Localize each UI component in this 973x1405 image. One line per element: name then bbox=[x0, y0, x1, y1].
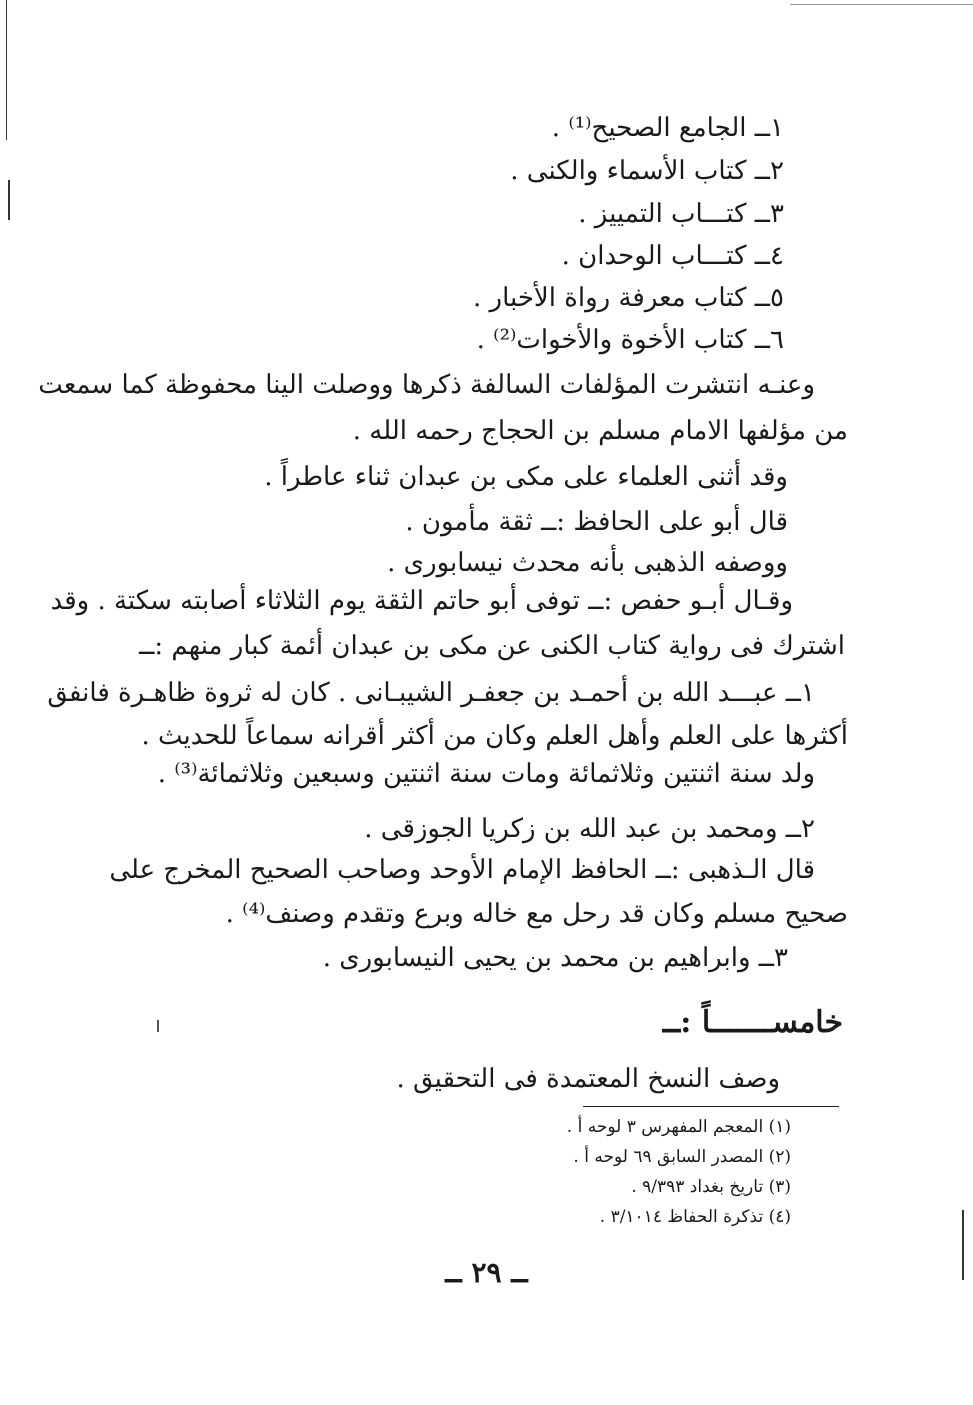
scan-dot bbox=[157, 1020, 159, 1032]
footnote: (١) المعجم المفهرس ٣ لوحه أ . bbox=[566, 1117, 791, 1137]
page-number: ــ ٢٩ ــ bbox=[445, 1256, 528, 1289]
narrator-entry: قال الـذهبى :ــ الحافظ الإمام الأوحد وصاحب الصحيح المخرج على bbox=[109, 855, 815, 885]
narrator-entry: أكثرها على العلم وأهل العلم وكان من أكثر أقرانه سماعاً للحديث . bbox=[141, 721, 848, 751]
list-item: ٥ــ كتاب معرفة رواة الأخبار . bbox=[472, 283, 784, 313]
narrator-entry: صحيح مسلم وكان قد رحل مع خاله وبرع وتقدم وصنف⁽⁴⁾ . bbox=[225, 899, 848, 929]
paragraph-line: قال أبو على الحافظ :ــ ثقة مأمون . bbox=[405, 507, 788, 537]
list-item: ٤ــ كتـــاب الوحدان . bbox=[561, 241, 784, 271]
narrator-entry: ٢ــ ومحمد بن عبد الله بن زكريا الجوزقى . bbox=[364, 814, 815, 844]
paragraph-line: ووصفه الذهبى بأنه محدث نيسابورى . bbox=[387, 548, 788, 578]
section-heading: خامســـــــاً :ــ bbox=[662, 1005, 843, 1040]
paragraph-line: وقد أثنى العلماء على مكى بن عبدان ثناء عاطراً . bbox=[264, 462, 788, 492]
scan-edge-left bbox=[6, 0, 7, 140]
narrator-entry: ٣ــ وابراهيم بن محمد بن يحيى النيسابورى . bbox=[322, 943, 788, 973]
list-item: ٢ــ كتاب الأسماء والكنى . bbox=[510, 156, 784, 186]
paragraph-line: وعنـه انتشرت المؤلفات السالفة ذكرها ووصلت الينا محفوظة كما سمعت bbox=[38, 370, 815, 400]
list-item: ٦ــ كتاب الأخوة والأخوات⁽²⁾ . bbox=[476, 325, 784, 355]
footnote: (٢) المصدر السابق ٦٩ لوحه أ . bbox=[573, 1147, 791, 1167]
paragraph-line: اشترك فى رواية كتاب الكنى عن مكى بن عبدان أئمة كبار منهم :ــ bbox=[139, 631, 845, 661]
footnote: (٣) تاريخ بغداد ٩/٣٩٣ . bbox=[631, 1177, 791, 1197]
scan-edge-left-mark bbox=[8, 180, 10, 220]
paragraph-line: من مؤلفها الامام مسلم بن الحجاج رحمه الله . bbox=[352, 416, 848, 446]
paragraph-line: وقـال أبـو حفص :ــ توفى أبو حاتم الثقة يوم الثلاثاء أصابته سكتة . وقد bbox=[50, 586, 793, 616]
scan-edge-top bbox=[790, 4, 973, 5]
narrator-entry: ١ــ عبـــد الله بن أحمـد بن جعفـر الشيبـانى . كان له ثروة ظاهـرة فانفق bbox=[47, 678, 815, 708]
footnote: (٤) تذكرة الحفاظ ٣/١٠١٤ . bbox=[599, 1207, 791, 1227]
list-item: ١ــ الجامع الصحيح⁽¹⁾ . bbox=[551, 113, 784, 143]
footnote-separator bbox=[583, 1106, 839, 1107]
list-item: ٣ــ كتـــاب التمييز . bbox=[578, 199, 784, 229]
narrator-entry: ولد سنة اثنتين وثلاثمائة ومات سنة اثنتين وسبعين وثلاثمائة⁽³⁾ . bbox=[157, 759, 815, 789]
section-subtitle: وصف النسخ المعتمدة فى التحقيق . bbox=[396, 1064, 780, 1094]
